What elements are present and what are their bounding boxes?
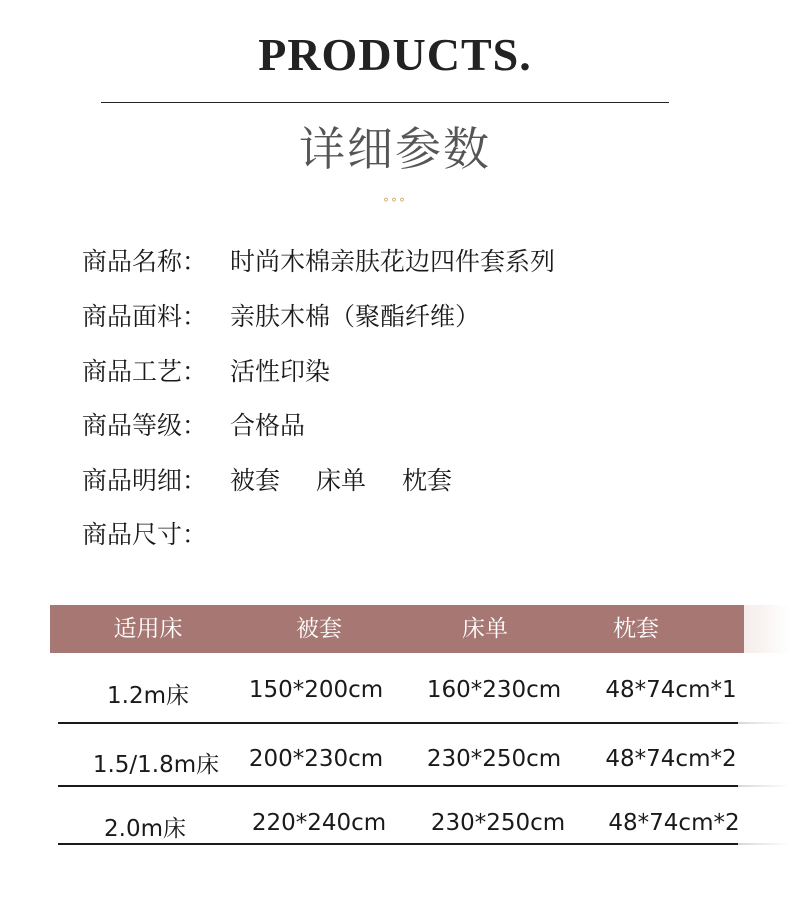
table-cell-pillowcase: 48*74cm*1 <box>605 677 737 703</box>
table-cell-duvet: 150*200cm <box>248 677 384 703</box>
spec-label: 商品尺寸： <box>82 520 208 549</box>
contents-item-pillowcase: 枕套 <box>402 466 453 495</box>
spec-label: 商品名称： <box>82 247 208 276</box>
spec-value: 时尚木棉亲肤花边四件套系列 <box>230 247 556 276</box>
table-cell-sheet: 230*250cm <box>426 746 562 772</box>
table-row-divider <box>58 722 738 724</box>
table-header-bed: 适用床 <box>113 616 183 642</box>
section-subtitle: 详细参数 <box>299 122 491 176</box>
table-header-duvet: 被套 <box>296 616 342 642</box>
table-cell-bed: 2.0m床 <box>104 816 186 842</box>
table-row-divider-fade <box>738 722 790 724</box>
title-divider <box>101 102 669 103</box>
spec-row-grade <box>82 406 305 446</box>
table-cell-bed: 1.2m床 <box>107 683 189 709</box>
table-cell-bed: 1.5/1.8m床 <box>92 752 220 778</box>
table-cell-duvet: 200*230cm <box>248 746 384 772</box>
table-row-divider-fade <box>738 843 790 845</box>
table-header-pillowcase: 枕套 <box>613 616 659 642</box>
contents-item-sheet: 床单 <box>316 466 367 495</box>
table-cell-pillowcase: 48*74cm*2 <box>605 746 737 772</box>
spec-label: 商品面料： <box>82 302 208 331</box>
table-header-sheet: 床单 <box>462 616 508 642</box>
spec-label: 商品等级： <box>82 411 208 440</box>
spec-row-fabric <box>82 297 480 337</box>
table-cell-sheet: 230*250cm <box>430 810 566 836</box>
table-row-divider <box>58 843 738 845</box>
spec-value: 活性印染 <box>230 357 331 386</box>
spec-value <box>230 461 452 501</box>
spec-row-craft <box>82 352 330 392</box>
spec-value: 合格品 <box>230 411 306 440</box>
size-table-header-fade <box>744 605 790 653</box>
decorative-dots: °°° <box>383 196 407 210</box>
spec-label: 商品工艺： <box>82 357 208 386</box>
spec-value: 亲肤木棉（聚酯纤维） <box>230 302 481 331</box>
spec-row-name <box>82 242 555 282</box>
contents-item-duvet: 被套 <box>230 466 281 495</box>
table-cell-duvet: 220*240cm <box>251 810 387 836</box>
spec-label: 商品明细： <box>82 466 208 495</box>
page-title: PRODUCTS. <box>258 29 532 80</box>
table-cell-sheet: 160*230cm <box>426 677 562 703</box>
spec-row-contents <box>82 461 452 501</box>
table-row-divider-fade <box>738 785 790 787</box>
table-cell-pillowcase: 48*74cm*2 <box>608 810 740 836</box>
spec-row-size <box>82 515 230 555</box>
table-row-divider <box>58 785 738 787</box>
